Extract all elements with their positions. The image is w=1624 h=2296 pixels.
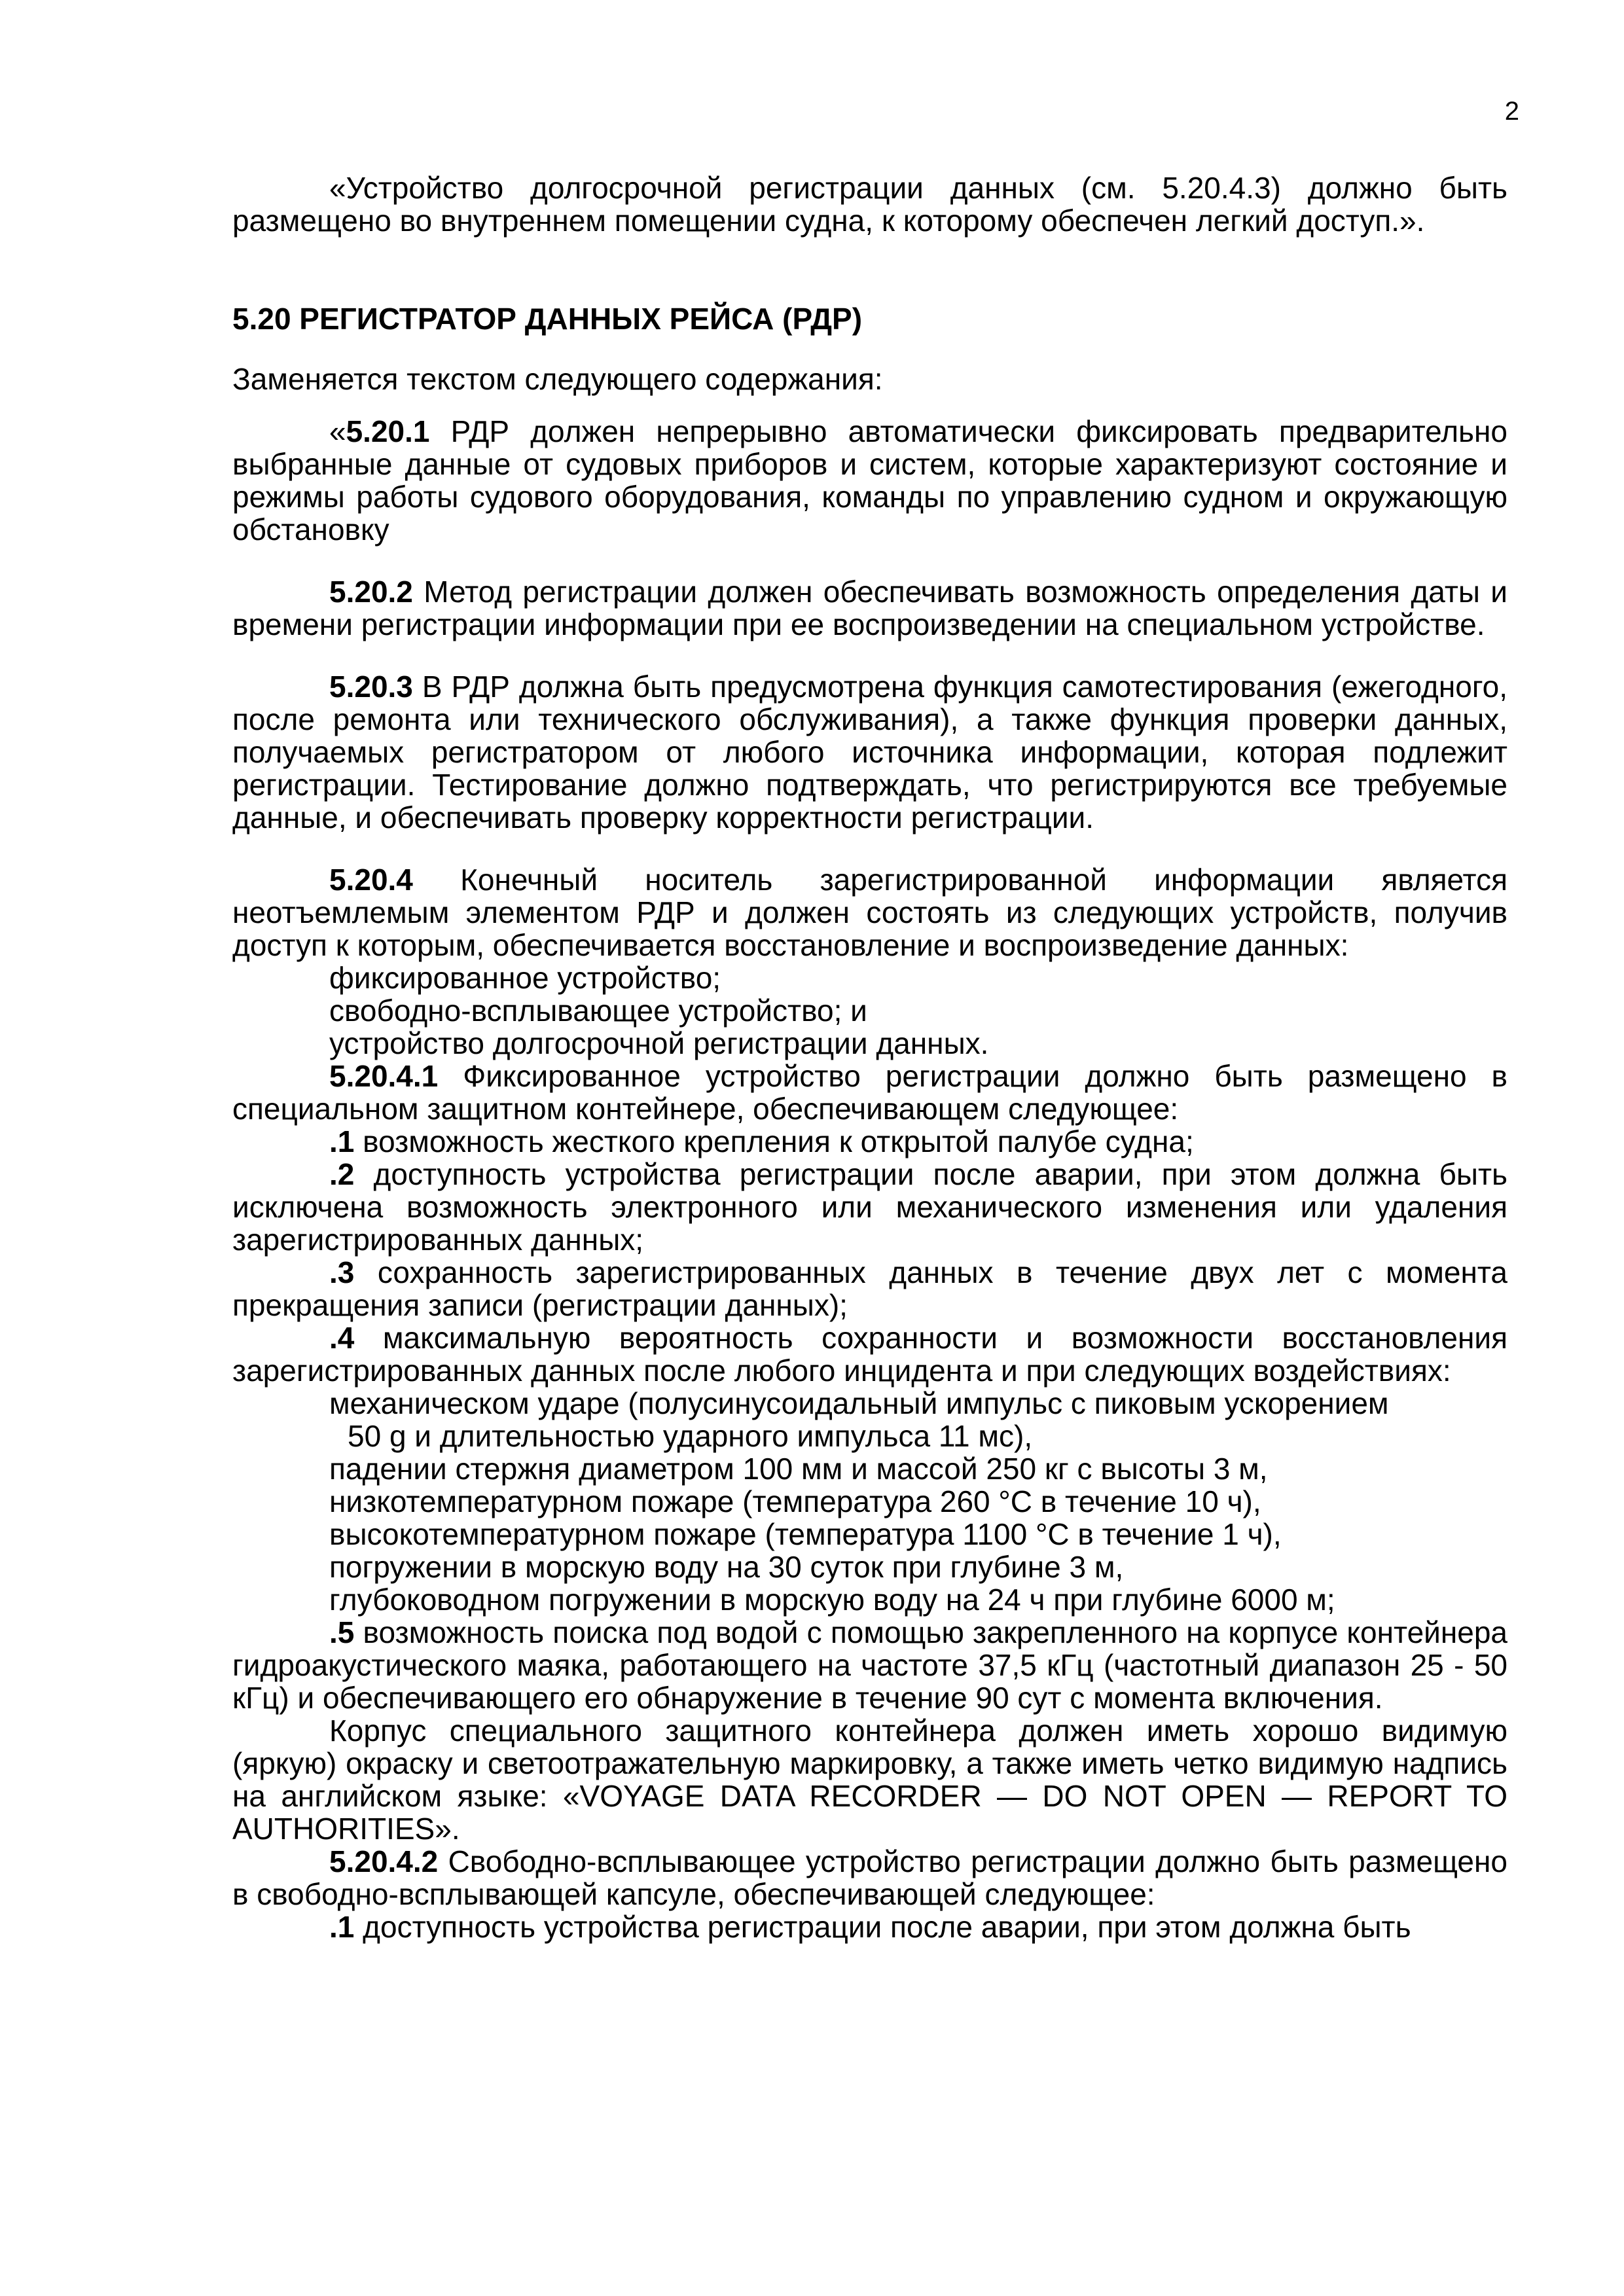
impact-item: глубоководном погружении в морскую воду на 24 ч при глубине 6000 м;	[329, 1583, 1335, 1617]
impact-item: низкотемпературном пожаре (температура 260 °С в течение 10 ч),	[329, 1484, 1261, 1518]
impact-item: высокотемпературном пожаре (температура 1100 °С в течение 1 ч),	[329, 1517, 1282, 1551]
spacer	[232, 546, 1507, 575]
item-number: .2	[329, 1157, 355, 1191]
item-number: .4	[329, 1321, 355, 1355]
spacer	[232, 237, 1507, 302]
spacer	[232, 395, 1507, 415]
item-text: максимальную вероятность сохранности и возможности восстановления зарегистрированных данных после любого инцидента и при следующих воздействиях:	[232, 1321, 1507, 1388]
intro-paragraph: «Устройство долгосрочной регистрации данных (см. 5.20.4.3) должно быть размещено во внутреннем помещении судна, к которому обеспечен легкий доступ.».	[232, 171, 1507, 238]
document-body	[232, 171, 1507, 1943]
clause-text: Конечный носитель зарегистрированной информации является неотъемлемым элементом РДР и должен состоять из следующих устройств, получив доступ к которым, обеспечивается восстановление и воспроизведение данных:	[232, 863, 1507, 962]
page-number: 2	[1504, 97, 1519, 126]
clause-number: 5.20.4.1	[329, 1059, 439, 1093]
list-item: фиксированное устройство;	[329, 961, 721, 995]
item-number: .3	[329, 1255, 355, 1289]
clause-number: 5.20.1	[346, 414, 430, 448]
paragraph-5-20-4	[232, 863, 1507, 961]
clause-text: РДР должен непрерывно автоматически фиксировать предварительно выбранные данные от судовых приборов и систем, которые характеризуют состояние и режимы работы судового оборудования, команды по управлению судном и окружающую обстановку	[232, 414, 1507, 547]
list-item: свободно-всплывающее устройство; и	[329, 994, 867, 1028]
item-text: возможность жесткого крепления к открытой палубе судна;	[354, 1124, 1194, 1158]
spacer	[232, 335, 1507, 363]
housing-paragraph: Корпус специального защитного контейнера должен иметь хорошо видимую (яркую) окраску и светоотражательную маркировку, а также иметь четко видимую надпись на английском языке: «VOYAGE DATA RECORDER — DO NOT OPEN — REPORT TO AUTHORITIES».	[232, 1713, 1507, 1846]
clause-number: 5.20.2	[329, 575, 413, 609]
impact-item: падении стержня диаметром 100 мм и массой 250 кг с высоты 3 м,	[329, 1452, 1268, 1486]
item-number: .1	[329, 1910, 355, 1944]
item-text: доступность устройства регистрации после аварии, при этом должна быть	[354, 1910, 1411, 1944]
item-number: .1	[329, 1124, 355, 1158]
impact-text-continued: 50 g и длительностью ударного импульса 11 мс),	[348, 1419, 1033, 1453]
replaced-note: Заменяется текстом следующего содержания:	[232, 362, 883, 396]
item-1	[232, 1125, 1507, 1158]
quote-open: «	[329, 414, 346, 448]
clause-number: 5.20.3	[329, 670, 413, 704]
item-4	[232, 1321, 1507, 1387]
item-text: сохранность зарегистрированных данных в течение двух лет с момента прекращения записи (регистрации данных);	[232, 1255, 1507, 1322]
clause-text: Фиксированное устройство регистрации должно быть размещено в специальном защитном контейнере, обеспечивающем следующее:	[232, 1059, 1507, 1126]
paragraph-5-20-4-2	[232, 1845, 1507, 1910]
section-heading: 5.20 РЕГИСТРАТОР ДАННЫХ РЕЙСА (РДР)	[232, 302, 863, 336]
item-text: возможность поиска под водой с помощью закрепленного на корпусе контейнера гидроакустического маяка, работающего на частоте 37,5 кГц (частотный диапазон 25 - 50 кГц) и обеспечивающего его обнаружение в течение 90 сут с момента включения.	[232, 1615, 1507, 1715]
paragraph-5-20-2	[232, 575, 1507, 641]
item-3	[232, 1256, 1507, 1321]
paragraph-5-20-4-1	[232, 1060, 1507, 1125]
paragraph-5-20-1	[232, 415, 1507, 546]
item-1	[232, 1910, 1507, 1943]
clause-text: Метод регистрации должен обеспечивать возможность определения даты и времени регистрации информации при ее воспроизведении на специальном устройстве.	[232, 575, 1507, 641]
spacer	[232, 834, 1507, 863]
item-5	[232, 1616, 1507, 1714]
clause-number: 5.20.4	[329, 863, 413, 897]
item-text: доступность устройства регистрации после аварии, при этом должна быть исключена возможность электронного или механического изменения или удаления зарегистрированных данных;	[232, 1157, 1507, 1257]
clause-text: Свободно-всплывающее устройство регистрации должно быть размещено в свободно-всплывающей капсуле, обеспечивающей следующее:	[232, 1844, 1507, 1911]
clause-text: В РДР должна быть предусмотрена функция самотестирования (ежегодного, после ремонта или технического обслуживания), а также функция проверки данных, получаемых регистратором от любого источника информации, которая подлежит регистрации. Тестирование должно подтверждать, что регистрируются все требуемые данные, и обеспечивать проверку корректности регистрации.	[232, 670, 1507, 834]
item-number: .5	[329, 1615, 355, 1649]
item-2	[232, 1158, 1507, 1256]
impact-item	[232, 1387, 1507, 1452]
list-item: устройство долгосрочной регистрации данных.	[329, 1026, 989, 1060]
spacer	[232, 641, 1507, 670]
paragraph-5-20-3	[232, 670, 1507, 834]
impact-item: погружении в морскую воду на 30 суток при глубине 3 м,	[329, 1550, 1124, 1584]
impact-text: механическом ударе (полусинусоидальный импульс с пиковым ускорением	[329, 1386, 1389, 1420]
clause-number: 5.20.4.2	[329, 1844, 439, 1878]
